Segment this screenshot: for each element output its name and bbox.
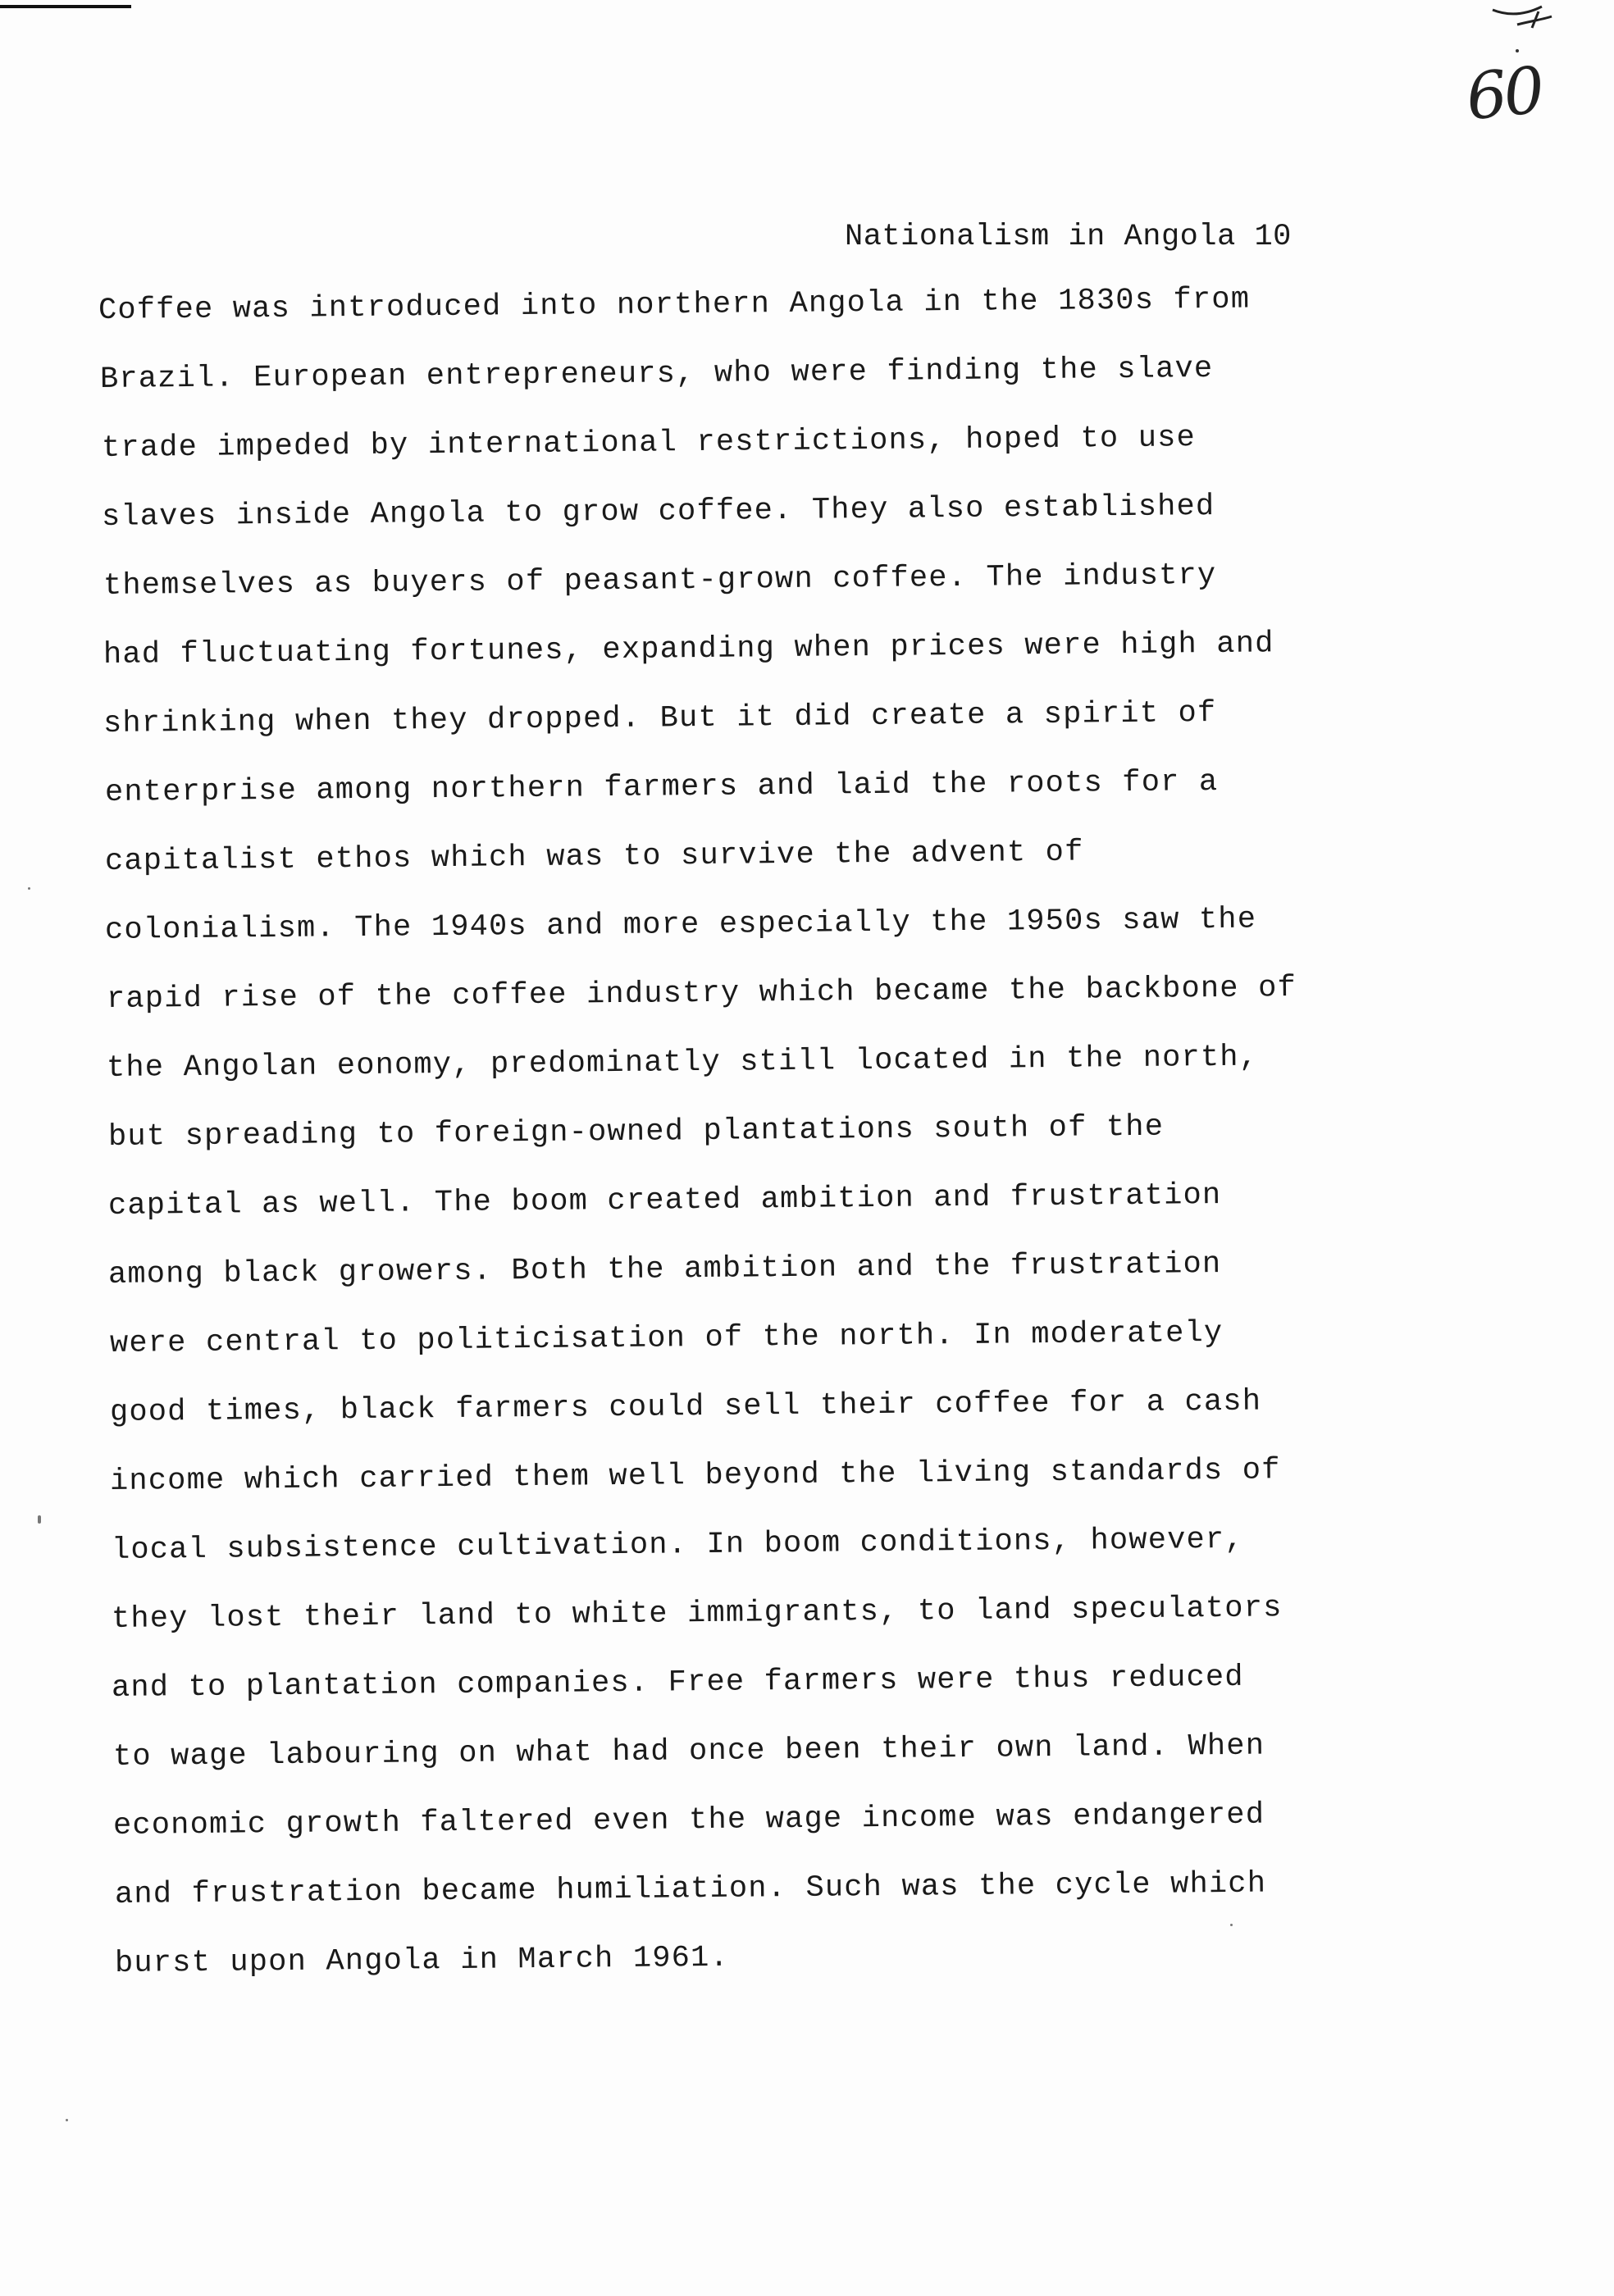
text-line: economic growth faltered even the wage income was endangered xyxy=(112,1797,1265,1843)
running-header: Nationalism in Angola 10 xyxy=(845,220,1292,254)
text-line: the Angolan eonomy, predominatly still located in the north, xyxy=(106,1040,1259,1086)
text-line: burst upon Angola in March 1961. xyxy=(114,1940,730,1981)
text-line: slaves inside Angola to grow coffee. They also established xyxy=(101,489,1215,535)
text-line: among black growers. Both the ambition and the frustration xyxy=(107,1246,1222,1292)
scan-speck xyxy=(1230,1924,1233,1926)
scan-speck xyxy=(38,1515,41,1524)
text-line: they lost their land to white immigrants, to land speculators xyxy=(111,1591,1283,1637)
text-line: had fluctuating fortunes, expanding when prices were high and xyxy=(103,626,1274,672)
text-line: but spreading to foreign-owned plantations south of the xyxy=(107,1109,1165,1155)
scan-speck xyxy=(66,2119,68,2121)
text-line: trade impeded by international restrictions, hoped to use xyxy=(101,421,1197,466)
text-line: themselves as buyers of peasant-grown coffee. The industry xyxy=(103,558,1217,604)
text-line: Coffee was introduced into northern Angola in the 1830s from xyxy=(98,282,1251,328)
text-line: capitalist ethos which was to survive the advent of xyxy=(104,835,1084,879)
text-line: enterprise among northern farmers and laid the roots for a xyxy=(104,764,1219,810)
text-line: capital as well. The boom created ambition and frustration xyxy=(107,1178,1222,1223)
text-line: to wage labouring on what had once been their own land. When xyxy=(112,1729,1265,1774)
text-line: income which carried them well beyond the living standards of xyxy=(109,1453,1281,1499)
scan-speck xyxy=(28,887,30,890)
text-line: good times, black farmers could sell their coffee for a cash xyxy=(109,1384,1262,1430)
text-line: and to plantation companies. Free farmers were thus reduced xyxy=(111,1660,1244,1706)
text-line: were central to politicisation of the north. In moderately xyxy=(109,1315,1224,1361)
text-line: colonialism. The 1940s and more especially the 1950s saw the xyxy=(104,902,1257,948)
text-line: shrinking when they dropped. But it did create a spirit of xyxy=(103,695,1217,741)
text-line: local subsistence cultivation. In boom conditions, however, xyxy=(111,1522,1244,1568)
text-line: and frustration became humiliation. Such was the cycle which xyxy=(114,1866,1267,1912)
folio-number: 60 xyxy=(1462,53,1545,135)
text-line: Brazil. European entrepreneurs, who were finding the slave xyxy=(99,351,1214,397)
text-line: rapid rise of the coffee industry which became the backbone of xyxy=(106,971,1297,1017)
